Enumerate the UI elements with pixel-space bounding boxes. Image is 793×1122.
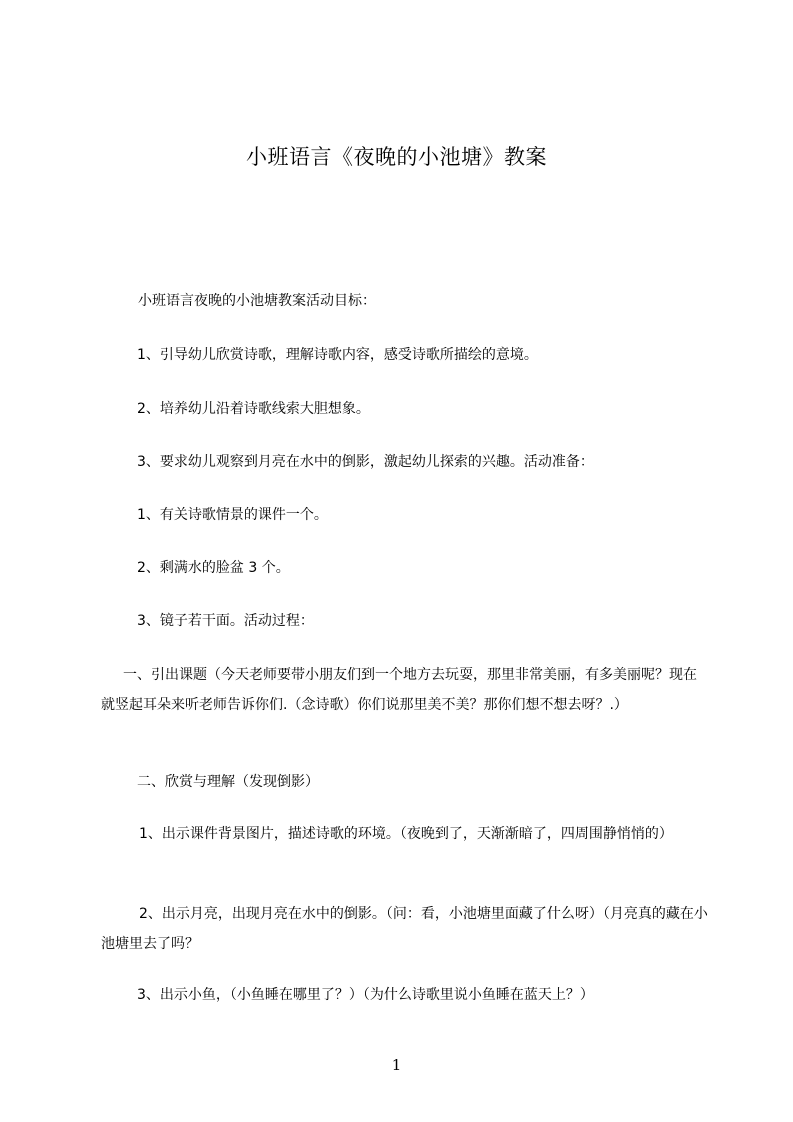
- page-number: 1: [391, 1056, 402, 1074]
- paragraph-step-1: 1、出示课件背景图片，描述诗歌的环境。（夜晚到了，天渐渐暗了，四周围静悄悄的）: [139, 826, 673, 842]
- paragraph-prep-1: 1、有关诗歌情景的课件一个。: [137, 507, 328, 523]
- paragraph-objective-1: 1、引导幼儿欣赏诗歌，理解诗歌内容，感受诗歌所描绘的意境。: [137, 347, 538, 363]
- paragraph-section-2-heading: 二、欣赏与理解（发现倒影）: [137, 774, 319, 790]
- paragraph-step-2: 2、出示月亮，出现月亮在水中的倒影。（问：看，小池塘里面藏了什么呀）（月亮真的藏在小池塘里去了吗？: [101, 906, 708, 952]
- paragraph-step-3: 3、出示小鱼，（小鱼睡在哪里了？）（为什么诗歌里说小鱼睡在蓝天上？）: [137, 987, 594, 1003]
- paragraph-objectives-heading: 小班语言夜晚的小池塘教案活动目标：: [138, 293, 376, 309]
- paragraph-process-intro: 一、引出课题（今天老师要带小朋友们到一个地方去玩耍，那里非常美丽，有多美丽呢？现在就竖起耳朵来听老师告诉你们.（念诗歌）你们说那里美不美？那你们想不想去呀？.）: [101, 667, 697, 713]
- paragraph-objective-3: 3、要求幼儿观察到月亮在水中的倒影，激起幼儿探索的兴趣。活动准备：: [137, 454, 594, 470]
- paragraph-prep-2: 2、剩满水的脸盆 3 个。: [137, 560, 290, 576]
- document-title: 小班语言《夜晚的小池塘》教案: [246, 145, 547, 169]
- paragraph-prep-3: 3、镜子若干面。活动过程：: [137, 613, 314, 629]
- paragraph-objective-2: 2、培养幼儿沿着诗歌线索大胆想象。: [137, 401, 370, 417]
